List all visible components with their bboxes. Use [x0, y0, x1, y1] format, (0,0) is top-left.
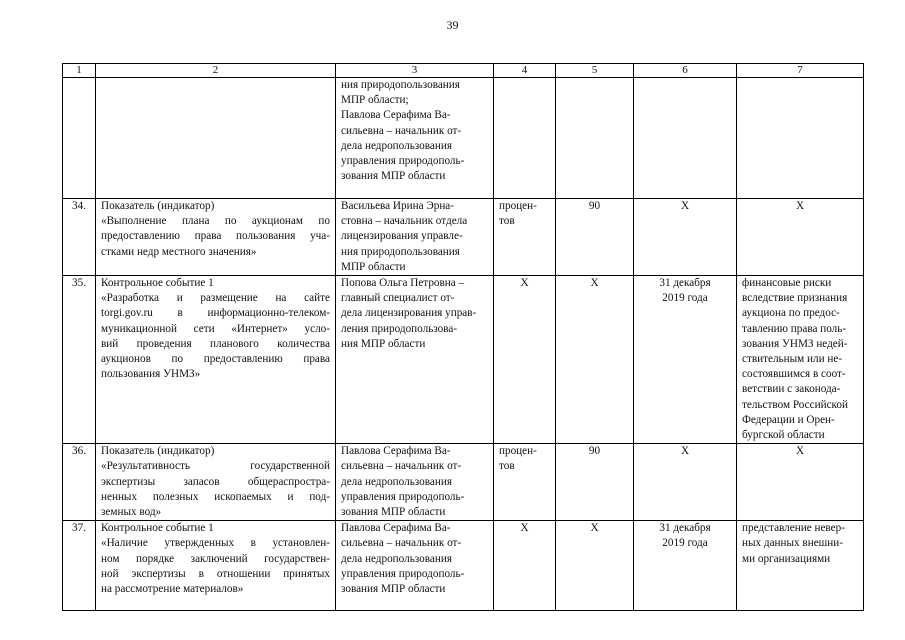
item-description — [96, 78, 336, 199]
column-number: 2 — [96, 64, 336, 78]
deadline-line: 2019 года — [662, 537, 708, 550]
deadline-cell — [634, 521, 737, 611]
unit-cell — [494, 444, 556, 521]
responsible-line: дела недропользования — [341, 475, 452, 488]
risk-cell — [737, 276, 864, 444]
table-row — [63, 78, 864, 199]
unit-line: тов — [499, 460, 515, 473]
risk-line: тавлению права поль- — [742, 322, 847, 335]
target-value: Х — [556, 521, 634, 611]
responsible-line: Павлова Серафима Ва- — [341, 522, 451, 535]
risk-line: представление невер- — [742, 522, 845, 535]
responsible-person — [336, 444, 494, 521]
column-number: 7 — [737, 64, 864, 78]
target-value: Х — [556, 276, 634, 444]
column-number: 3 — [336, 64, 494, 78]
unit-cell — [494, 276, 556, 444]
deadline-line: Х — [680, 200, 690, 212]
responsible-line: сильевна – начальник от- — [341, 124, 462, 137]
description-line: ном порядке заключений государствен- — [101, 552, 330, 565]
description-line: ной экспертизы в отношении принятых — [101, 567, 330, 580]
responsible-line: ния природопользования — [341, 245, 460, 258]
risk-cell — [737, 78, 864, 199]
row-number: 34. — [63, 199, 96, 276]
risk-line: ветствии с законода- — [742, 383, 841, 396]
risk-line: вследствие признания — [742, 292, 848, 305]
table-row — [63, 444, 864, 521]
responsible-line: управления природополь- — [341, 567, 465, 580]
responsible-person — [336, 78, 494, 199]
risk-line: ных данных внешни- — [742, 537, 843, 550]
description-line: Показатель (индикатор) — [101, 200, 215, 212]
row-number: 37. — [63, 521, 96, 611]
risk-line: зования УНМЗ недей- — [742, 337, 848, 350]
responsible-line: управления природополь- — [341, 490, 465, 503]
deadline-cell — [634, 276, 737, 444]
responsible-person — [336, 199, 494, 276]
unit-line: процен- — [499, 445, 537, 458]
item-description — [96, 521, 336, 611]
responsible-line: дела лицензирования управ- — [341, 307, 477, 320]
responsible-line: ния МПР области — [341, 337, 426, 350]
responsible-line: зования МПР области — [341, 170, 446, 183]
description-line: «Разработка и размещение на сайте — [101, 292, 330, 305]
description-line: вий проведения планового количества — [101, 337, 330, 350]
item-description — [96, 444, 336, 521]
deadline-cell — [634, 199, 737, 276]
responsible-line: Павлова Серафима Ва- — [341, 109, 451, 122]
risk-line: аукциона по предос- — [742, 307, 840, 320]
row-number — [63, 78, 96, 199]
unit-line: Х — [520, 522, 529, 535]
item-description — [96, 199, 336, 276]
unit-cell — [494, 521, 556, 611]
column-number: 1 — [63, 64, 96, 78]
column-number-row — [63, 64, 864, 78]
description-line: Контрольное событие 1 — [101, 522, 214, 535]
responsible-line: сильевна – начальник от- — [341, 460, 462, 473]
responsible-line: дела недропользования — [341, 552, 452, 565]
responsible-line: МПР области; — [341, 94, 409, 107]
responsible-line: ления природопользова- — [341, 322, 458, 335]
item-description — [96, 276, 336, 444]
responsible-line: Васильева Ирина Эрна- — [341, 200, 454, 212]
description-line: Контрольное событие 1 — [101, 277, 214, 290]
responsible-line: дела недропользования — [341, 139, 452, 152]
risk-cell — [737, 444, 864, 521]
responsible-line: сильевна – начальник от- — [341, 537, 462, 550]
risk-line: Х — [795, 445, 805, 458]
target-value: 90 — [556, 444, 634, 521]
description-line: пользования УНМЗ» — [101, 368, 201, 381]
risk-line: состоявшимся в соот- — [742, 368, 846, 381]
plan-table — [62, 63, 864, 611]
description-line: муникационной сети «Интернет» усло- — [101, 322, 330, 335]
deadline-cell — [634, 444, 737, 521]
responsible-line: МПР области — [341, 260, 406, 273]
description-line: аукционов по предоставлению права — [101, 353, 330, 366]
unit-line: процен- — [499, 200, 537, 212]
responsible-line: зования МПР области — [341, 583, 446, 596]
description-line: предоставлению права пользования уча- — [101, 230, 330, 243]
deadline-cell — [634, 78, 737, 199]
responsible-line: Попова Ольга Петровна – — [341, 277, 465, 290]
description-line: экспертизы запасов общераспростра- — [101, 475, 330, 488]
responsible-person — [336, 276, 494, 444]
risk-line: финансовые риски — [742, 277, 832, 290]
responsible-line: управления природополь- — [341, 155, 465, 168]
table-row — [63, 521, 864, 611]
responsible-line: Павлова Серафима Ва- — [341, 445, 451, 458]
responsible-line: зования МПР области — [341, 506, 446, 519]
risk-line: бургской области — [742, 429, 825, 442]
description-line: «Наличие утвержденных в установлен- — [101, 537, 330, 550]
description-line: «Результативность государственной — [101, 460, 330, 473]
responsible-line: лицензирования управле- — [341, 230, 463, 243]
risk-line: Федерации и Орен- — [742, 413, 835, 426]
description-line: torgi.gov.ru в информационно-телеком- — [101, 307, 330, 320]
deadline-line: 31 декабря — [659, 277, 711, 290]
responsible-line: главный специалист от- — [341, 292, 455, 305]
target-value — [556, 78, 634, 199]
risk-line: тельством Российской — [742, 398, 848, 411]
table-row — [63, 276, 864, 444]
deadline-line: 31 декабря — [659, 522, 711, 535]
column-number: 5 — [556, 64, 634, 78]
responsible-person — [336, 521, 494, 611]
description-line: «Выполнение плана по аукционам по — [101, 215, 330, 228]
unit-cell — [494, 78, 556, 199]
responsible-line: ния природопользования — [341, 79, 460, 91]
description-line: на рассмотрение материалов» — [101, 583, 244, 596]
unit-cell — [494, 199, 556, 276]
unit-line: Х — [520, 277, 529, 290]
row-number: 36. — [63, 444, 96, 521]
row-number: 35. — [63, 276, 96, 444]
deadline-line: Х — [680, 445, 690, 458]
risk-line: ми организациями — [742, 552, 831, 565]
risk-line: ствительным или не- — [742, 353, 843, 366]
description-line: земных вод» — [101, 506, 162, 519]
description-line: Показатель (индикатор) — [101, 445, 215, 458]
deadline-line: 2019 года — [662, 292, 708, 305]
unit-line: тов — [499, 215, 515, 228]
column-number: 6 — [634, 64, 737, 78]
column-number: 4 — [494, 64, 556, 78]
risk-cell — [737, 199, 864, 276]
target-value: 90 — [556, 199, 634, 276]
description-line: стками недр местного значения» — [101, 245, 257, 258]
table-row — [63, 199, 864, 276]
risk-cell — [737, 521, 864, 611]
description-line: ненных полезных ископаемых и под- — [101, 490, 330, 503]
page-number: 39 — [446, 18, 459, 32]
responsible-line: стовна – начальник отдела — [341, 215, 468, 228]
risk-line: Х — [795, 200, 805, 212]
